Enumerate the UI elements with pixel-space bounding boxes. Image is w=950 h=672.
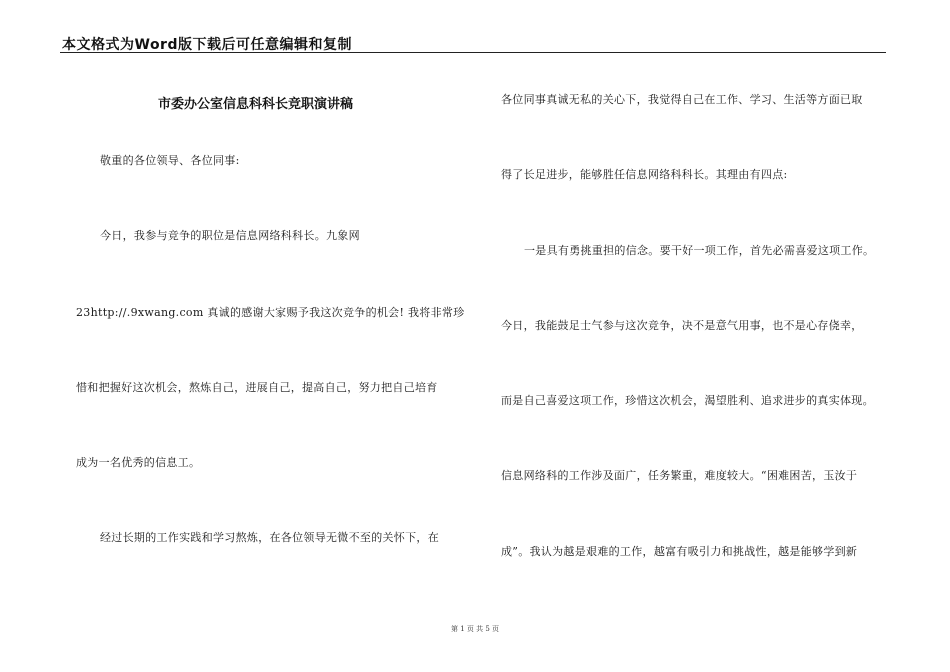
document-title: 市委办公室信息科科长竞职演讲稿 [158,97,354,112]
page-number-footer: 第 1 页 共 5 页 [450,625,500,633]
right-line-paragraph-3-cont-3: 信息网络科的工作涉及面广，任务繁重，难度较大。“困难困苦，玉汝于 [501,469,858,482]
left-line-paragraph-1-cont-1: 23http://.9xwang.com 真诚的感谢大家赐予我这次竞争的机会! 我将非常珍 [76,306,465,319]
header-divider [60,52,886,53]
right-line-paragraph-2-cont-1: 各位同事真诚无私的关心下，我觉得自己在工作、学习、生活等方面已取 [501,93,863,106]
left-line-paragraph-2-start: 经过长期的工作实践和学习熬炼，在各位领导无微不至的关怀下，在 [100,531,439,544]
left-line-paragraph-1-cont-2: 惜和把握好这次机会，熬炼自己，进展自己，提高自己，努力把自己培育 [76,381,438,394]
download-notice-banner: 本文格式为Word版下载后可任意编辑和复制 [62,37,352,53]
right-line-paragraph-3-start: 一是具有勇挑重担的信念。要干好一项工作，首先必需喜爱这项工作。 [524,244,875,257]
left-line-paragraph-1-start: 今日，我参与竞争的职位是信息网络科科长。九象网 [100,229,360,242]
left-line-paragraph-1-end: 成为一名优秀的信息工。 [76,456,201,469]
right-line-paragraph-3-cont-2: 而是自己喜爱这项工作，珍惜这次机会，渴望胜利、追求进步的真实体现。 [501,394,874,407]
right-line-paragraph-3-cont-4: 成”。我认为越是艰难的工作，越富有吸引力和挑战性，越是能够学到新 [501,545,858,558]
left-line-salutation: 敬重的各位领导、各位同事: [100,154,240,167]
right-line-paragraph-3-cont-1: 今日，我能鼓足士气参与这次竞争，决不是意气用事，也不是心存侥幸， [501,319,863,332]
right-line-paragraph-2-end: 得了长足进步，能够胜任信息网络科科长。其理由有四点: [501,168,788,181]
